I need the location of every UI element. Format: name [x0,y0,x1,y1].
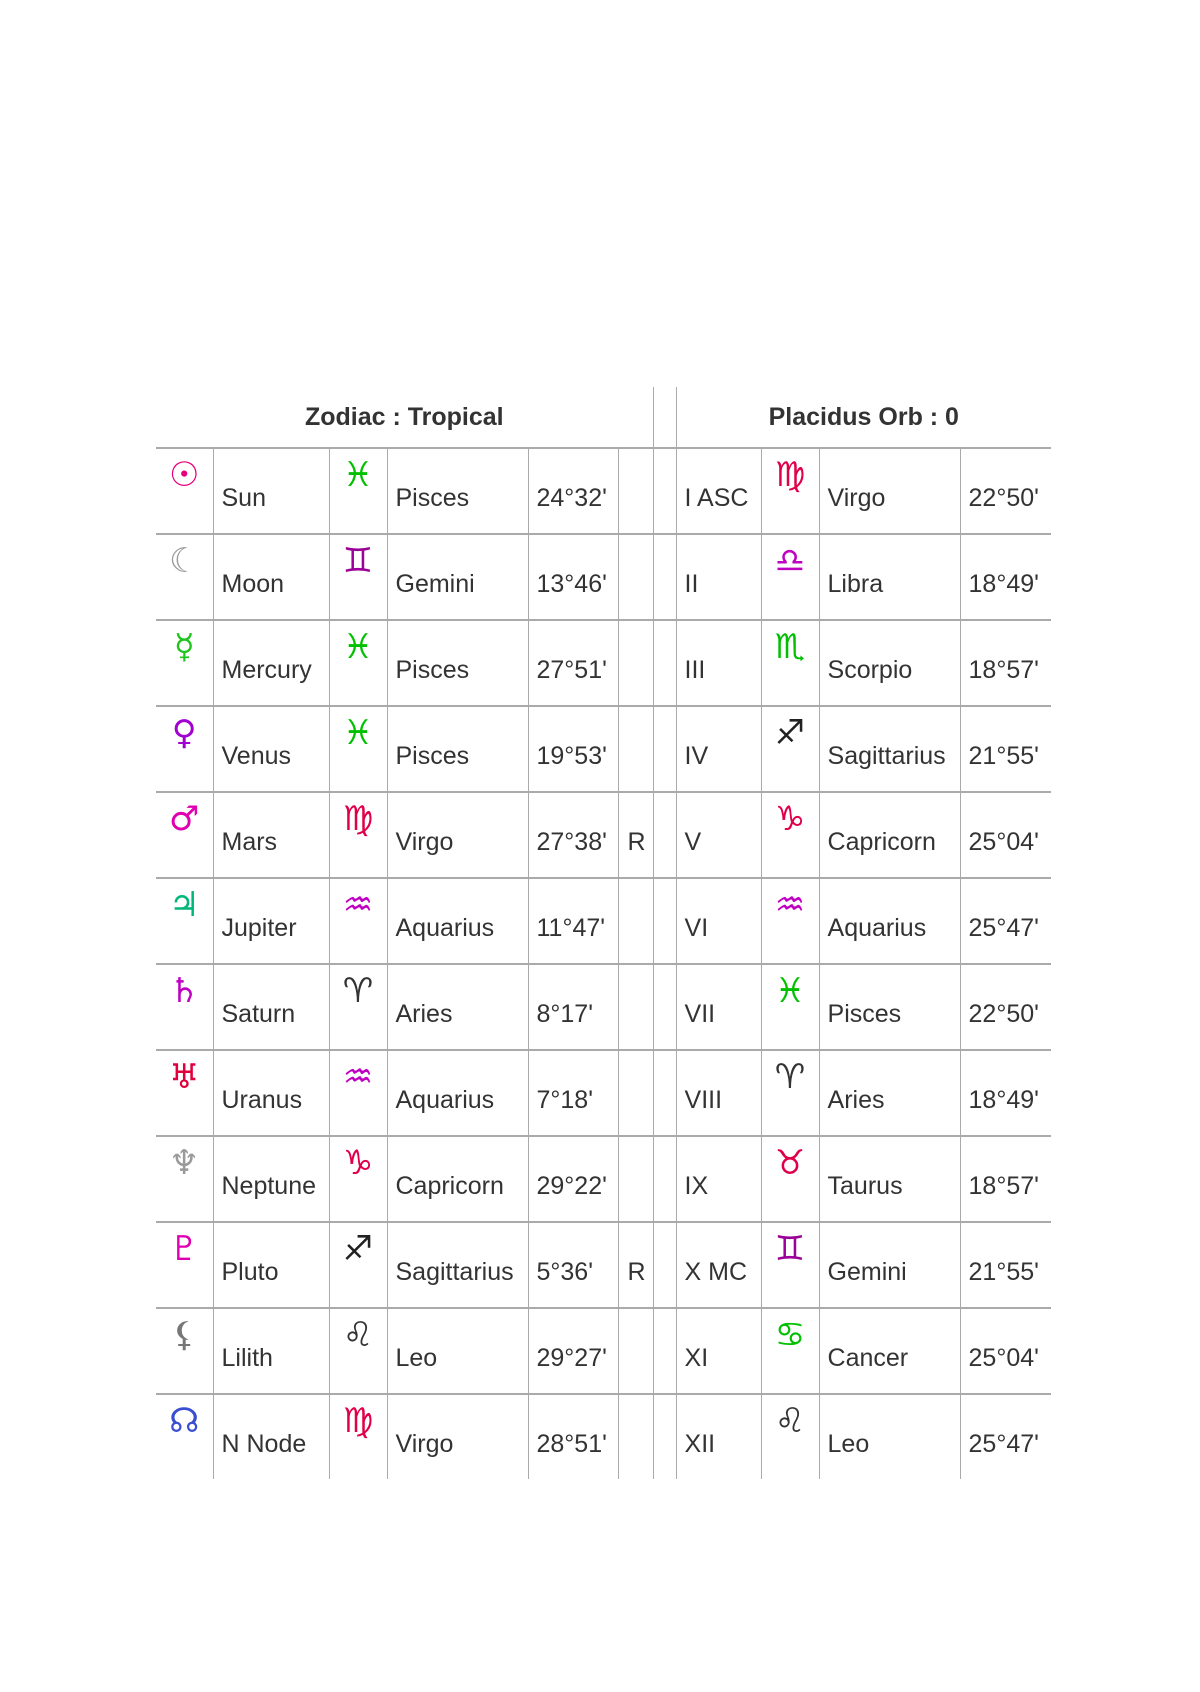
house-label: V [676,792,761,878]
house-sign-name: Aries [819,1050,960,1136]
house-degree: 21°55' [960,706,1051,792]
column-separator [653,792,676,878]
jupiter-icon: ♃ [169,885,200,925]
column-separator [653,620,676,706]
header-row [156,387,1051,448]
saturn-icon: ♄ [169,971,200,1011]
house-label: XII [684,1429,716,1458]
planet-degree: 5°36' [528,1222,618,1308]
retrograde-flag [618,1308,653,1394]
house-degree: 18°49' [960,1050,1051,1136]
house-sign-symbol-cell [761,792,819,878]
planet-degree: 29°27' [528,1308,618,1394]
retrograde-flag: R [618,1222,653,1308]
pisces-icon: ♓ [774,971,806,1011]
aries-icon: ♈ [774,1057,806,1097]
planet-name: N Node [213,1394,329,1479]
planet-sign-name: Leo [387,1308,528,1394]
table-row [156,620,1051,706]
planet-name: Moon [213,534,329,620]
leo-icon: ♌ [342,1315,374,1355]
retrograde-flag [618,620,653,706]
house-sign-symbol-cell [761,620,819,706]
planet-name: Saturn [213,964,329,1050]
taurus-icon: ♉ [774,1143,806,1183]
planet-symbol-cell [156,1050,213,1136]
column-separator [653,1136,676,1222]
gemini-icon: ♊ [774,1229,806,1269]
planet-sign-name: Gemini [387,534,528,620]
column-separator [653,387,676,448]
planet-sign-name: Pisces [387,448,528,534]
house-label: II [676,534,761,620]
house-degree: 18°49' [960,534,1051,620]
planet-degree: 27°51' [528,620,618,706]
column-separator [653,1050,676,1136]
moon-icon: ☾ [169,541,200,581]
planet-sign-symbol-cell [329,1222,387,1308]
libra-icon: ♎ [774,541,806,581]
planet-sign-name: Pisces [387,706,528,792]
house-sign-symbol-cell [761,448,819,534]
planet-symbol-cell [156,706,213,792]
planet-sign-symbol-cell [329,1136,387,1222]
house-sign-name: Libra [819,534,960,620]
planet-symbol-cell [156,620,213,706]
table-row [156,964,1051,1050]
cancer-icon: ♋ [774,1315,806,1355]
planet-sign-symbol-cell [329,878,387,964]
planet-sign-symbol-cell [329,1394,387,1479]
aquarius-icon: ♒ [342,885,374,925]
aquarius-icon: ♒ [774,885,806,925]
zodiac-header: Zodiac : Tropical [156,387,653,448]
pisces-icon: ♓ [342,713,374,753]
pluto-icon: ♇ [169,1229,200,1269]
planet-name: Neptune [213,1136,329,1222]
house-sign-name: Sagittarius [819,706,960,792]
column-separator [653,964,676,1050]
house-sign-symbol-cell [761,1050,819,1136]
leo-icon: ♌ [774,1401,806,1441]
retrograde-flag [618,448,653,534]
planet-symbol-cell [156,964,213,1050]
house-label: XI [676,1308,761,1394]
house-label: VIII [676,1050,761,1136]
house-sign-name: Pisces [819,964,960,1050]
house-label: IX [676,1136,761,1222]
column-separator [653,1394,676,1479]
house-degree: 25°04' [960,1308,1051,1394]
house-degree: 25°04' [960,792,1051,878]
sagittarius-icon: ♐ [342,1229,374,1269]
planet-sign-name: Aries [387,964,528,1050]
house-sign-name: Cancer [819,1308,960,1394]
table-row [156,1394,1051,1479]
chart-table [156,387,1051,1479]
planet-symbol-cell [156,1136,213,1222]
planet-sign-name: Capricorn [387,1136,528,1222]
planet-sign-name: Pisces [387,620,528,706]
table-row [156,1136,1051,1222]
retrograde-flag [618,878,653,964]
planet-degree: 19°53' [528,706,618,792]
house-label: IV [676,706,761,792]
retrograde-flag [618,1050,653,1136]
scorpio-icon: ♏ [774,627,806,667]
planet-degree: 24°32' [528,448,618,534]
house-sign-symbol-cell [761,1222,819,1308]
table-row [156,792,1051,878]
mars-icon: ♂ [169,799,200,839]
planet-degree: 7°18' [528,1050,618,1136]
mercury-icon: ☿ [173,627,195,667]
planet-sign-symbol-cell [329,706,387,792]
house-degree: 18°57' [960,1136,1051,1222]
virgo-icon: ♍ [342,799,374,839]
house-label: III [676,620,761,706]
column-separator [653,448,676,534]
column-separator [653,534,676,620]
column-separator [653,706,676,792]
planet-symbol-cell [156,878,213,964]
planet-degree: 11°47' [528,878,618,964]
planet-name: Lilith [213,1308,329,1394]
table-row [156,706,1051,792]
planet-name: Uranus [213,1050,329,1136]
planet-name: Sun [213,448,329,534]
capricorn-icon: ♑ [774,799,806,839]
planet-symbol-cell [156,1222,213,1308]
planet-sign-name: Sagittarius [387,1222,528,1308]
table-row [156,448,1051,534]
retrograde-flag [618,1394,653,1479]
planet-name: Mars [213,792,329,878]
sagittarius-icon: ♐ [774,713,806,753]
pisces-icon: ♓ [342,455,374,495]
house-degree: 22°50' [960,448,1051,534]
column-separator [653,1222,676,1308]
planet-sign-name: Virgo [387,1394,528,1479]
planet-degree: 8°17' [528,964,618,1050]
planet-degree: 28°51' [528,1394,618,1479]
uranus-icon: ♅ [169,1057,200,1097]
table-row [156,1308,1051,1394]
table-row [156,878,1051,964]
house-degree: 22°50' [960,964,1051,1050]
aries-icon: ♈ [342,971,374,1011]
house-degree: 25°47' [960,1394,1051,1479]
planet-name: Pluto [213,1222,329,1308]
house-sign-name: Taurus [819,1136,960,1222]
planet-symbol-cell [156,534,213,620]
planet-sign-symbol-cell [329,964,387,1050]
lilith-icon: ⚸ [171,1315,197,1355]
retrograde-flag [618,964,653,1050]
planet-degree: 29°22' [528,1136,618,1222]
house-sign-symbol-cell [761,878,819,964]
house-sign-name: Gemini [819,1222,960,1308]
retrograde-flag [618,1136,653,1222]
planet-symbol-cell [156,448,213,534]
planet-sign-symbol-cell [329,1308,387,1394]
house-sign-name: Scorpio [819,620,960,706]
planet-sign-symbol-cell [329,620,387,706]
planet-name: Mercury [213,620,329,706]
house-sign-name: Aquarius [819,878,960,964]
planet-sign-name: Aquarius [387,878,528,964]
retrograde-flag: R [618,792,653,878]
retrograde-flag [618,534,653,620]
table-row [156,1050,1051,1136]
house-label: VI [676,878,761,964]
house-system-header: Placidus Orb : 0 [676,387,1051,448]
house-degree: 18°57' [960,620,1051,706]
planet-symbol-cell [156,1394,213,1479]
gemini-icon: ♊ [342,541,374,581]
sun-icon: ☉ [169,455,200,495]
house-sign-symbol-cell [761,1136,819,1222]
virgo-icon: ♍ [342,1401,374,1441]
planet-name: Venus [213,706,329,792]
house-label: VII [676,964,761,1050]
planet-sign-symbol-cell [329,448,387,534]
planet-sign-name: Virgo [387,792,528,878]
table-row [156,1222,1051,1308]
planet-sign-symbol-cell [329,534,387,620]
house-degree: 25°47' [960,878,1051,964]
planet-sign-name: Aquarius [387,1050,528,1136]
planet-symbol-cell [156,792,213,878]
capricorn-icon: ♑ [342,1143,374,1183]
virgo-icon: ♍ [774,455,806,495]
aquarius-icon: ♒ [342,1057,374,1097]
column-separator [653,878,676,964]
house-degree: 21°55' [960,1222,1051,1308]
house-sign-symbol-cell [761,1394,819,1479]
house-sign-symbol-cell [761,1308,819,1394]
planet-sign-symbol-cell [329,1050,387,1136]
house-sign-name: Virgo [819,448,960,534]
planet-symbol-cell [156,1308,213,1394]
planet-degree: 27°38' [528,792,618,878]
house-sign-symbol-cell [761,534,819,620]
column-separator [653,1308,676,1394]
house-sign-name: Capricorn [819,792,960,878]
neptune-icon: ♆ [169,1143,200,1183]
house-sign-name: Leo [819,1394,960,1479]
north-node-icon: ☊ [169,1401,200,1441]
retrograde-flag [618,706,653,792]
house-sign-symbol-cell [761,706,819,792]
house-label: I ASC [676,448,761,534]
house-sign-symbol-cell [761,964,819,1050]
planet-degree: 13°46' [528,534,618,620]
venus-icon: ♀ [171,713,197,753]
table-row [156,534,1051,620]
house-label: X MC [676,1222,761,1308]
pisces-icon: ♓ [342,627,374,667]
planet-name: Jupiter [213,878,329,964]
planet-sign-symbol-cell [329,792,387,878]
